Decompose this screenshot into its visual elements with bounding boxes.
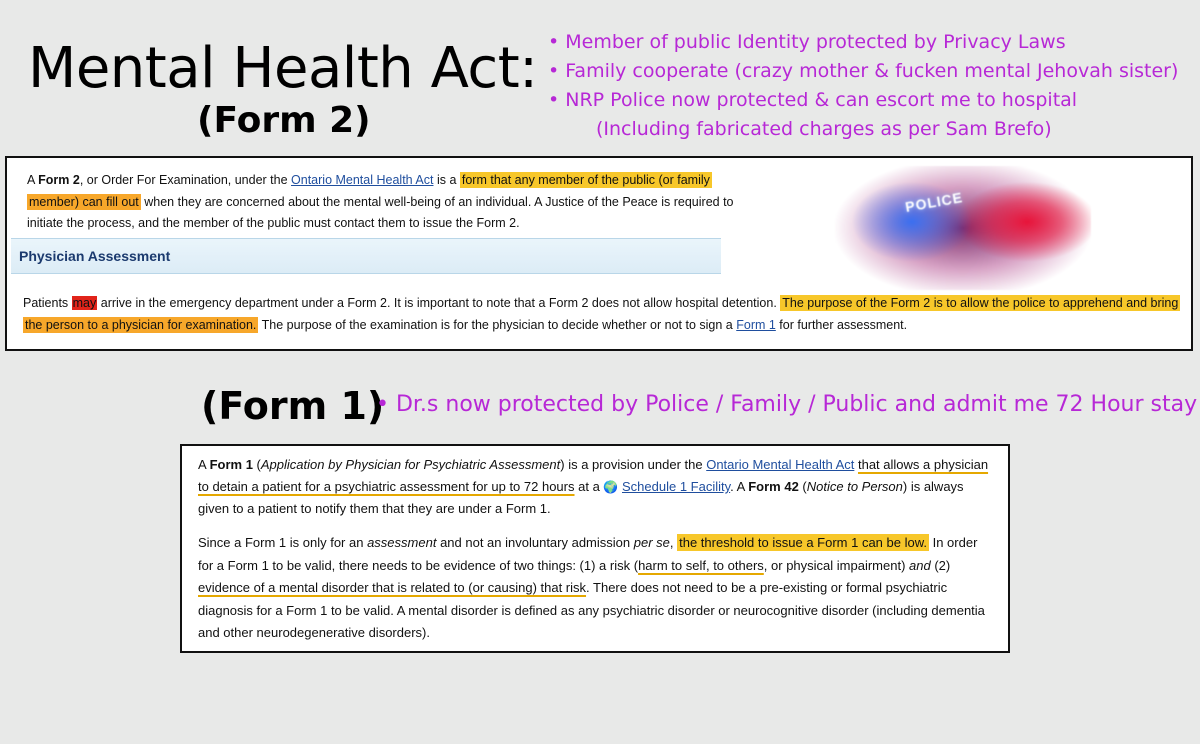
italic-term: Application by Physician for Psychiatric Assessment: [260, 457, 561, 472]
highlight: member) can fill out: [29, 194, 139, 209]
form1-note: • Dr.s now protected by Police / Family / Public and admit me 72 Hour stay: [376, 392, 1198, 417]
note-item: • NRP Police now protected & can escort me to hospital: [548, 89, 1078, 111]
highlight: the person to a physician for examination.: [25, 318, 257, 332]
underlined-text: evidence of a mental disorder that is related to (or causing) that risk: [198, 580, 587, 595]
italic-term: and: [909, 557, 931, 573]
text: Since a Form 1 is only for an: [198, 535, 368, 550]
text: (: [252, 457, 261, 472]
text: Patients: [23, 296, 72, 310]
form2-heading: (Form 2): [197, 100, 371, 141]
ontario-mha-link[interactable]: Ontario Mental Health Act: [706, 457, 855, 472]
physician-assessment-paragraph: [23, 292, 1189, 336]
text: , or Order For Examination, under the: [79, 173, 292, 187]
text: ) is a provision under the: [560, 457, 707, 472]
text: and not an involuntary admission: [436, 535, 634, 550]
form1-threshold-paragraph: [198, 532, 994, 645]
bold-term: Form 42: [748, 479, 799, 494]
underlined-text: harm to self, to others: [638, 557, 764, 573]
text: ,: [669, 535, 678, 550]
form2-paragraph: [27, 170, 747, 235]
page-title: Mental Health Act:: [28, 36, 538, 101]
italic-term: assessment: [367, 535, 437, 550]
bold-term: Form 2: [38, 173, 80, 187]
form1-excerpt-box: [180, 444, 1010, 653]
italic-term: Notice to Person: [806, 479, 903, 494]
text: arrive in the emergency department under a Form 2. It is important to note that a Form 2 does not allow hospital detention.: [97, 296, 781, 310]
globe-icon: 🌍: [603, 480, 619, 494]
text: at a: [574, 479, 604, 494]
text: A: [198, 457, 210, 472]
text: for further assessment.: [775, 318, 908, 332]
highlight: The purpose of the Form 2 is to allow the police to apprehend and bring: [782, 296, 1179, 310]
text: The purpose of the examination is for the physician to decide whether or not to sign a: [258, 318, 737, 332]
highlight: form that any member of the public (or family: [461, 173, 710, 187]
bold-term: Form 1: [209, 457, 253, 472]
highlight-red: may: [72, 296, 97, 310]
form1-heading: (Form 1): [201, 384, 385, 428]
text: is a: [433, 173, 460, 187]
text: . A: [730, 479, 749, 494]
text: when they are concerned about the mental well-being of an individual. A Justice of the Peace is required to initiate the process, and the member of the public must contact them to issue the Form 2.: [27, 194, 734, 230]
ontario-mha-link[interactable]: Ontario Mental Health Act: [291, 173, 434, 187]
section-heading: Physician Assessment: [19, 248, 171, 264]
text: (: [798, 479, 807, 494]
italic-term: per se: [633, 535, 670, 550]
form2-excerpt-box: [5, 156, 1193, 351]
note-item: • Member of public Identity protected by Privacy Laws: [548, 31, 1066, 53]
text: ) is always given to a patient to notify them that they are under a Form 1.: [198, 479, 964, 516]
form1-paragraph: [198, 454, 994, 520]
text: . There does not need to be a pre-existing or formal psychiatric diagnosis for a Form 1 to be valid. A mental disorder is defined as any psychiatric disorder or neurocognitive disorder (including dementia and other neurodegenerative disorders).: [198, 580, 985, 640]
note-item: (Including fabricated charges as per Sam Brefo): [596, 118, 1052, 140]
text: (2): [930, 557, 951, 573]
police-label: POLICE: [904, 189, 965, 215]
section-header: [11, 238, 721, 274]
form1-link[interactable]: Form 1: [736, 318, 776, 332]
text: In order for a Form 1 to be valid, there needs to be evidence of two things: (1) a risk (: [198, 535, 978, 573]
schedule-1-facility-link[interactable]: Schedule 1 Facility: [622, 479, 731, 494]
text: , or physical impairment): [763, 557, 910, 573]
highlight: the threshold to issue a Form 1 can be low.: [679, 535, 927, 550]
underlined-text: that allows a physician to detain a patient for a psychiatric assessment for up to 72 hours: [198, 457, 989, 494]
note-item: • Family cooperate (crazy mother & fucken mental Jehovah sister): [548, 60, 1179, 82]
form2-notes: [548, 28, 1178, 144]
text: A: [27, 173, 39, 187]
police-car-lights-photo: [835, 166, 1091, 290]
